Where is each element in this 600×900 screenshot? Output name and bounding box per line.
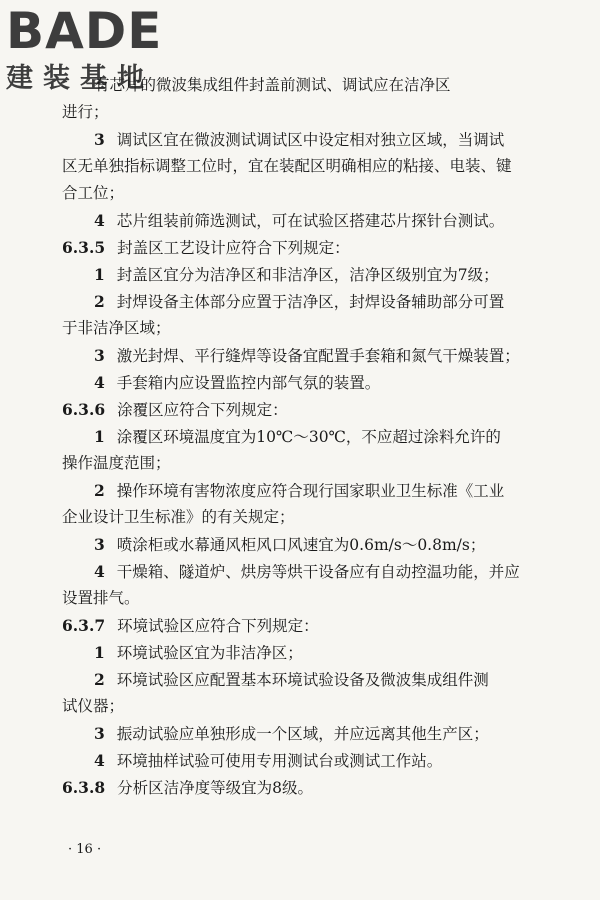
clause-number: 6.3.5 <box>62 238 106 257</box>
line-text: 合工位； <box>62 184 125 202</box>
line-text: 环境试验区宜为非洁净区； <box>116 644 303 662</box>
text-line <box>62 342 540 369</box>
text-line <box>62 288 540 315</box>
text-line <box>62 747 540 774</box>
line-text: 有芯片的微波集成组件封盖前测试、调试应在洁净区 <box>94 76 451 94</box>
clause-number: 6.3.7 <box>62 616 106 635</box>
text-line <box>62 99 540 126</box>
item-number: 3 <box>94 535 105 554</box>
line-text: 激光封焊、平行缝焊等设备宜配置手套箱和氮气干燥装置； <box>116 347 520 365</box>
line-text: 环境试验区应符合下列规定： <box>117 617 319 635</box>
item-number: 2 <box>94 292 105 311</box>
text-line <box>62 369 540 396</box>
line-text: 环境抽样试验可使用专用测试台或测试工作站。 <box>116 752 443 770</box>
text-line <box>62 72 540 99</box>
line-text: 封焊设备主体部分应置于洁净区，封焊设备辅助部分可置 <box>116 293 505 311</box>
text-line <box>62 207 540 234</box>
item-number: 2 <box>94 481 105 500</box>
text-line <box>62 720 540 747</box>
item-number: 3 <box>94 346 105 365</box>
line-text: 于非洁净区域； <box>62 319 171 337</box>
clause-heading <box>62 396 540 423</box>
line-text: 设置排气。 <box>62 589 140 607</box>
item-number: 1 <box>94 427 105 446</box>
item-number: 1 <box>94 265 105 284</box>
line-text: 封盖区工艺设计应符合下列规定： <box>117 239 350 257</box>
line-text: 干燥箱、隧道炉、烘房等烘干设备应有自动控温功能，并应 <box>116 563 520 581</box>
item-number: 3 <box>94 724 105 743</box>
line-text: 振动试验应单独形成一个区域，并应远离其他生产区； <box>116 725 489 743</box>
line-text: 涂覆区应符合下列规定： <box>117 401 288 419</box>
line-text: 喷涂柜或水幕通风柜风口风速宜为0.6m/s～0.8m/s； <box>116 536 486 554</box>
page-number: · 16 · <box>68 842 102 857</box>
text-line <box>62 504 540 531</box>
text-line <box>62 477 540 504</box>
line-text: 芯片组装前筛选测试，可在试验区搭建芯片探针台测试。 <box>116 212 505 230</box>
document-body <box>62 72 540 801</box>
item-number: 3 <box>94 130 105 149</box>
line-text: 涂覆区环境温度宜为10℃～30℃，不应超过涂料允许的 <box>116 428 501 446</box>
text-line <box>62 315 540 342</box>
text-line <box>62 639 540 666</box>
line-text: 分析区洁净度等级宜为8级。 <box>117 779 314 797</box>
text-line <box>62 558 540 585</box>
item-number: 4 <box>94 562 105 581</box>
line-text: 操作环境有害物浓度应符合现行国家职业卫生标准《工业 <box>116 482 505 500</box>
item-number: 4 <box>94 373 105 392</box>
clause-heading <box>62 774 540 801</box>
line-text: 试仪器； <box>62 697 125 715</box>
text-line <box>62 585 540 612</box>
logo-subtitle: 建装基地 <box>6 63 154 94</box>
clause-number: 6.3.8 <box>62 778 106 797</box>
text-line <box>62 450 540 477</box>
text-line <box>62 261 540 288</box>
text-line <box>62 153 540 180</box>
text-line <box>62 423 540 450</box>
clause-number: 6.3.6 <box>62 400 106 419</box>
line-text: 环境试验区应配置基本环境试验设备及微波集成组件测 <box>116 671 489 689</box>
clause-heading <box>62 234 540 261</box>
text-line <box>62 693 540 720</box>
line-text: 企业设计卫生标准》的有关规定； <box>62 508 295 526</box>
item-number: 4 <box>94 211 105 230</box>
line-text: 区无单独指标调整工位时，宜在装配区明确相应的粘接、电装、键 <box>62 157 512 175</box>
line-text: 调试区宜在微波测试调试区中设定相对独立区域，当调试 <box>116 131 505 149</box>
logo-wordmark: BADE <box>6 2 163 60</box>
line-text: 封盖区宜分为洁净区和非洁净区，洁净区级别宜为7级； <box>116 266 499 284</box>
item-number: 4 <box>94 751 105 770</box>
text-line <box>62 531 540 558</box>
text-line <box>62 180 540 207</box>
clause-heading <box>62 612 540 639</box>
text-line <box>62 126 540 153</box>
line-text: 操作温度范围； <box>62 454 171 472</box>
item-number: 1 <box>94 643 105 662</box>
item-number: 2 <box>94 670 105 689</box>
text-line <box>62 666 540 693</box>
line-text: 手套箱内应设置监控内部气氛的装置。 <box>116 374 381 392</box>
line-text: 进行； <box>62 103 109 121</box>
